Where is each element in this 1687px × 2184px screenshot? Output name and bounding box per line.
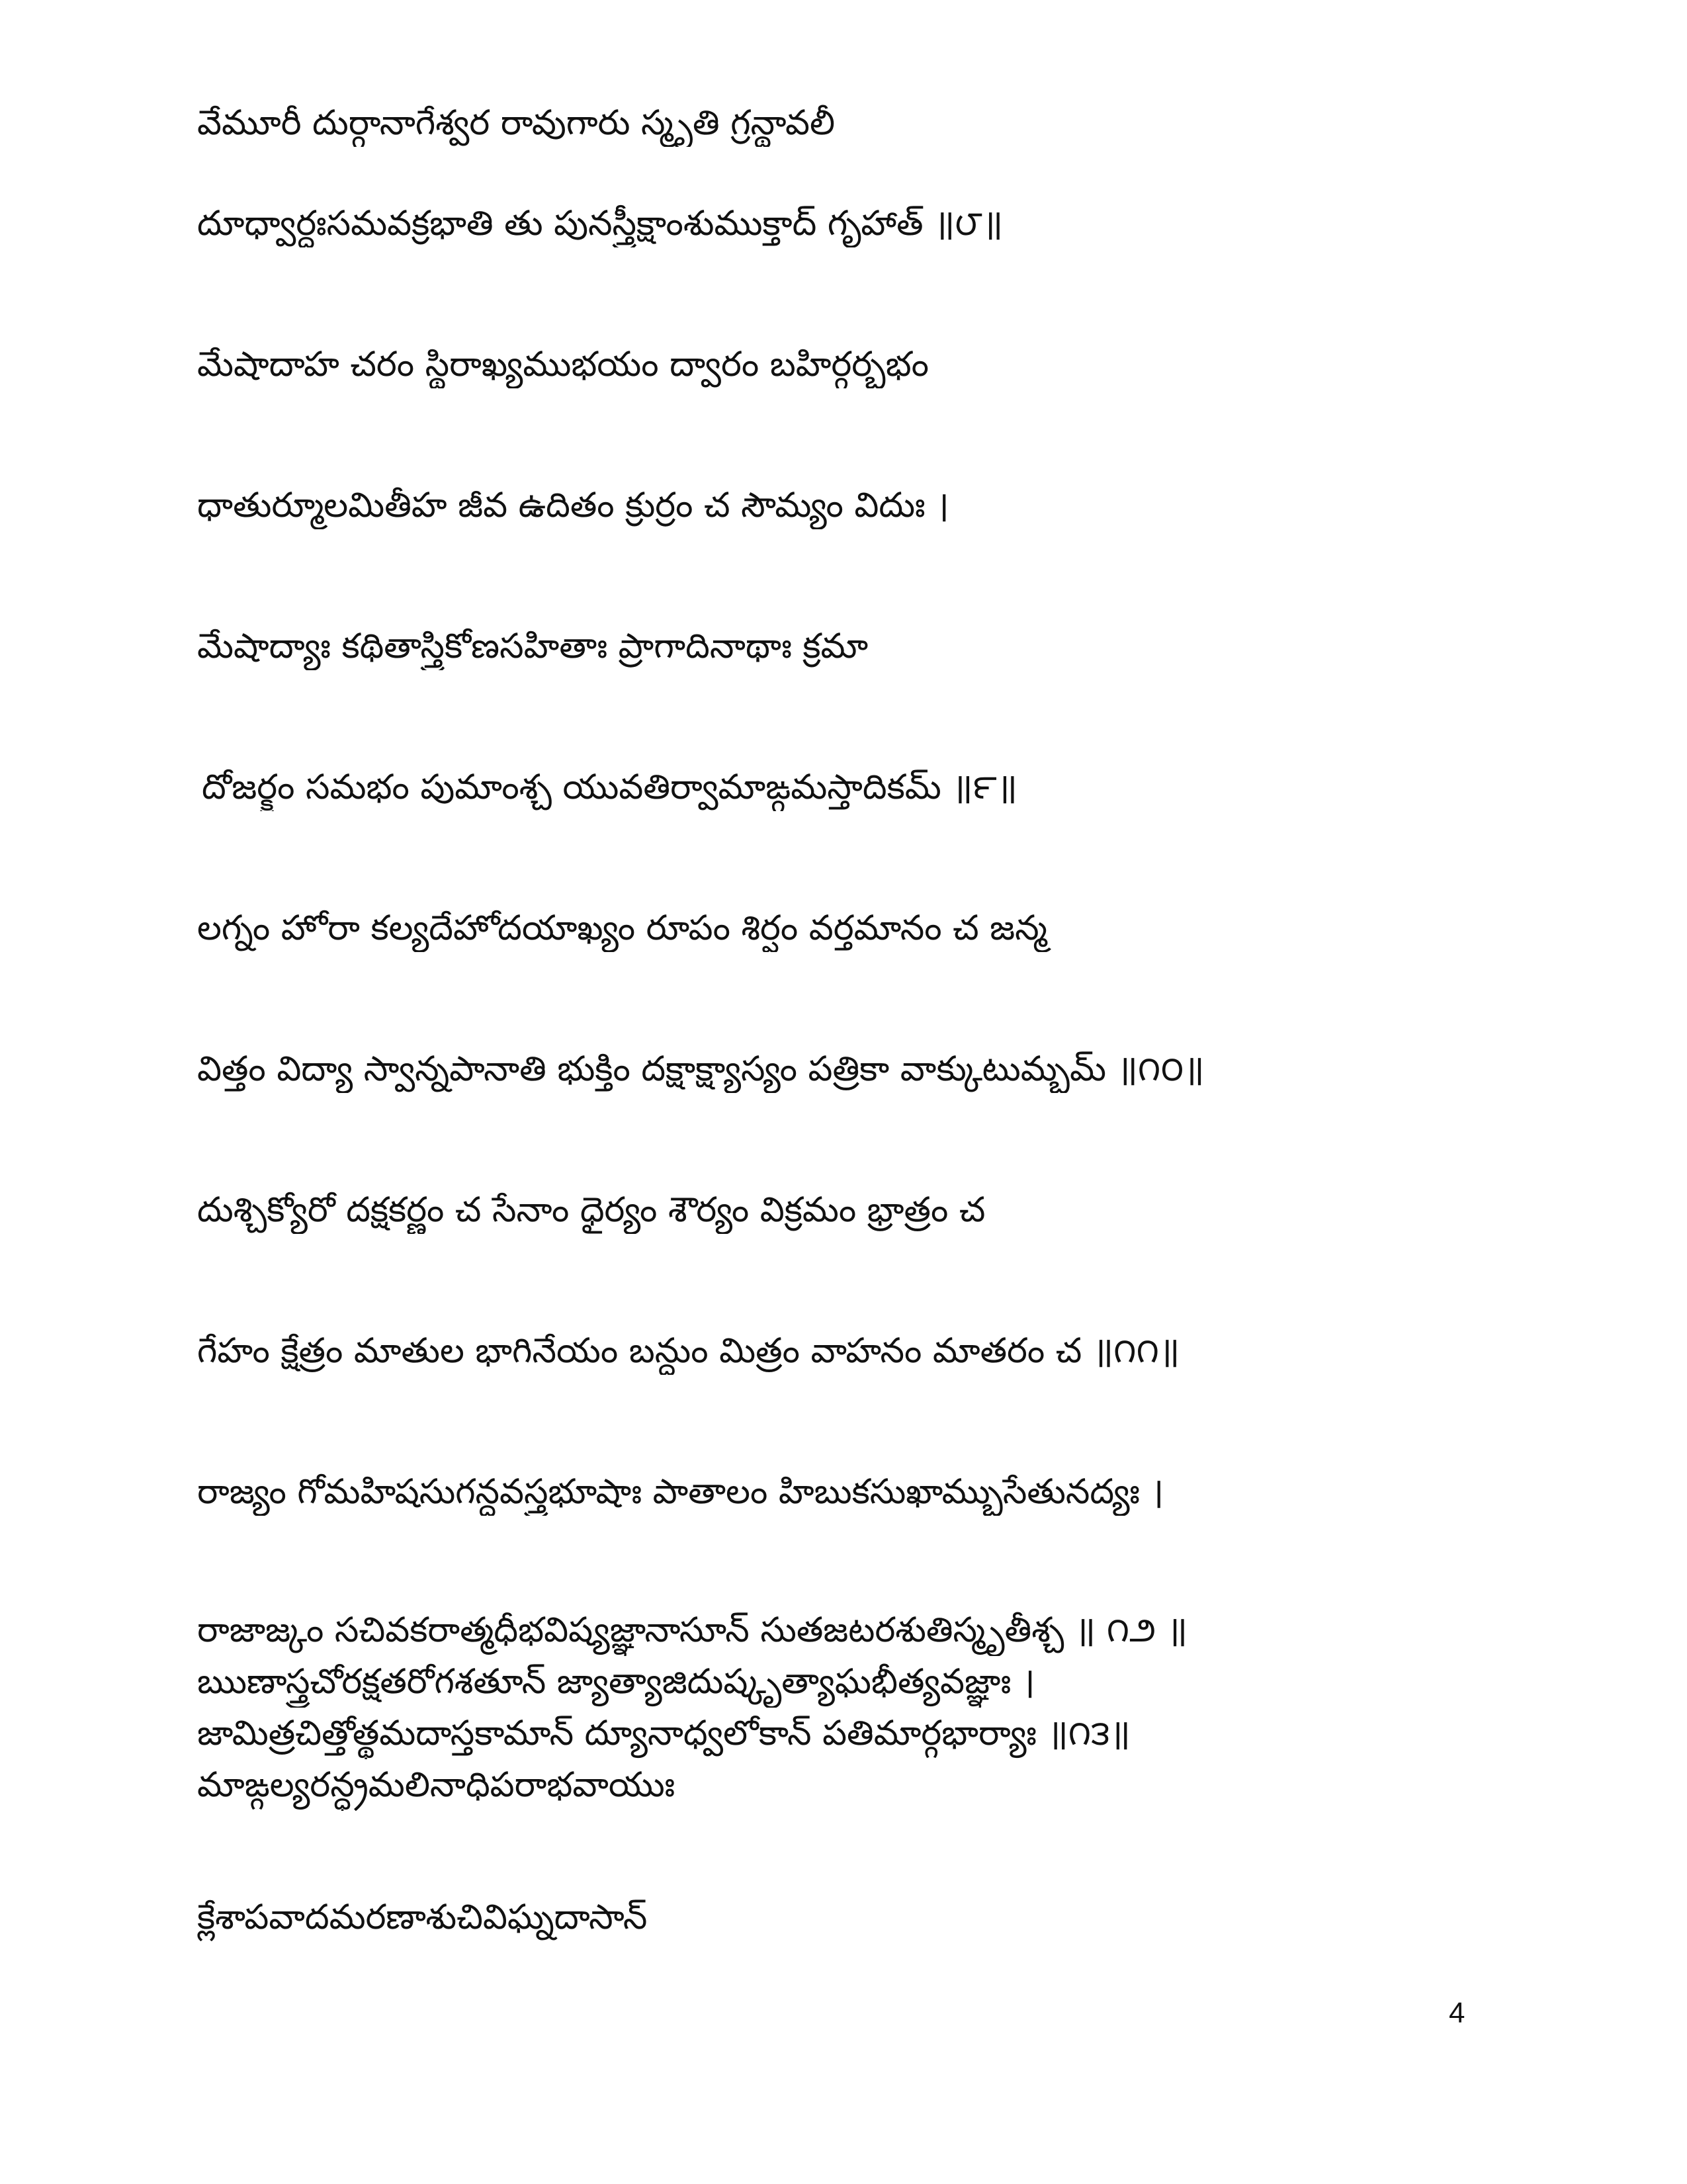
page-number: 4 [1449,1997,1465,2029]
verse-line: మేషాదాహ చరం స్థిరాఖ్యముభయం ద్వారం బహిర్గర్భభం [197,345,930,384]
verse-line: దూధ్వార్ధఃసమవక్రభాతి తు పునస్త్రీక్షాంశుముక్తాద్ గృహాత్ ॥౮॥ [197,204,1004,243]
verse-line: విత్తం విద్యా స్వాన్నపానాతి భుక్తిం దక్షాక్ష్యాస్యం పత్రికా వాక్కుటుమ్బమ్ ॥౧౦॥ [197,1049,1205,1089]
verse-line: గేహం క్షేత్రం మాతుల భాగినేయం బన్ధుం మిత్రం వాహనం మాతరం చ ॥౧౧॥ [197,1331,1180,1371]
verse-line: ఋణాస్త్రచోరక్షతరోగశతూన్ జ్యాత్యాజిదుష్కృత్యాఘభీత్యవజ్ఞాః । [197,1662,1035,1702]
verse-line: రాజ్యం గోమహిషసుగన్ధవస్త్రభూషాః పాతాలం హిబుకసుఖామ్బుసేతునద్యః । [197,1472,1164,1512]
verse-line: దోజర్క్షం సమభం పుమాంశ్చ యువతిర్వామాఙ్గమస్తాదికమ్ ॥౯॥ [202,767,1017,807]
verse-line: ధాతుర్మూలమితీహ జీవ ఉదితం క్రుర్రం చ సౌమ్యం విదుః । [197,486,949,525]
verse-block [197,1604,1520,1811]
page-header-title: వేమూరీ దుర్గానాగేశ్వర రావుగారు స్మృతి గ్రన్థావలీ [197,103,836,143]
verse-line: క్లేశాపవాదమరణాశుచివిఘ్నదాసాన్ [197,1898,648,1937]
verse-line: లగ్నం హోరా కల్యదేహోదయాఖ్యం రూపం శిర్షం వర్తమానం చ జన్మ [197,908,1047,948]
verse-line: రాజాజ్కం సచివకరాత్మధీభవిష్యజ్ఞానాసూన్ సుతజటరశుతిస్మృతీశ్చ ॥ ౧౨ ॥ [197,1610,1188,1650]
verse-line: జామిత్రచిత్తోత్థమదాస్తకామాన్ ద్యూనాధ్వలోకాన్ పతిమార్గభార్యాః ॥౧౩॥ [197,1714,1131,1753]
verse-line: మాఙ్గల్యరన్ధ్రమలినాధిపరాభవాయుః [197,1765,675,1805]
verse-line: మేషాద్యాః కథితాస్త్రికోణసహితాః ప్రాగాదినాథాః క్రమా [197,627,869,666]
verse-line: దుశ్చిక్యోరో దక్షకర్ణం చ సేనాం ధైర్యం శౌర్యం విక్రమం భ్రాత్రం చ [197,1190,986,1230]
